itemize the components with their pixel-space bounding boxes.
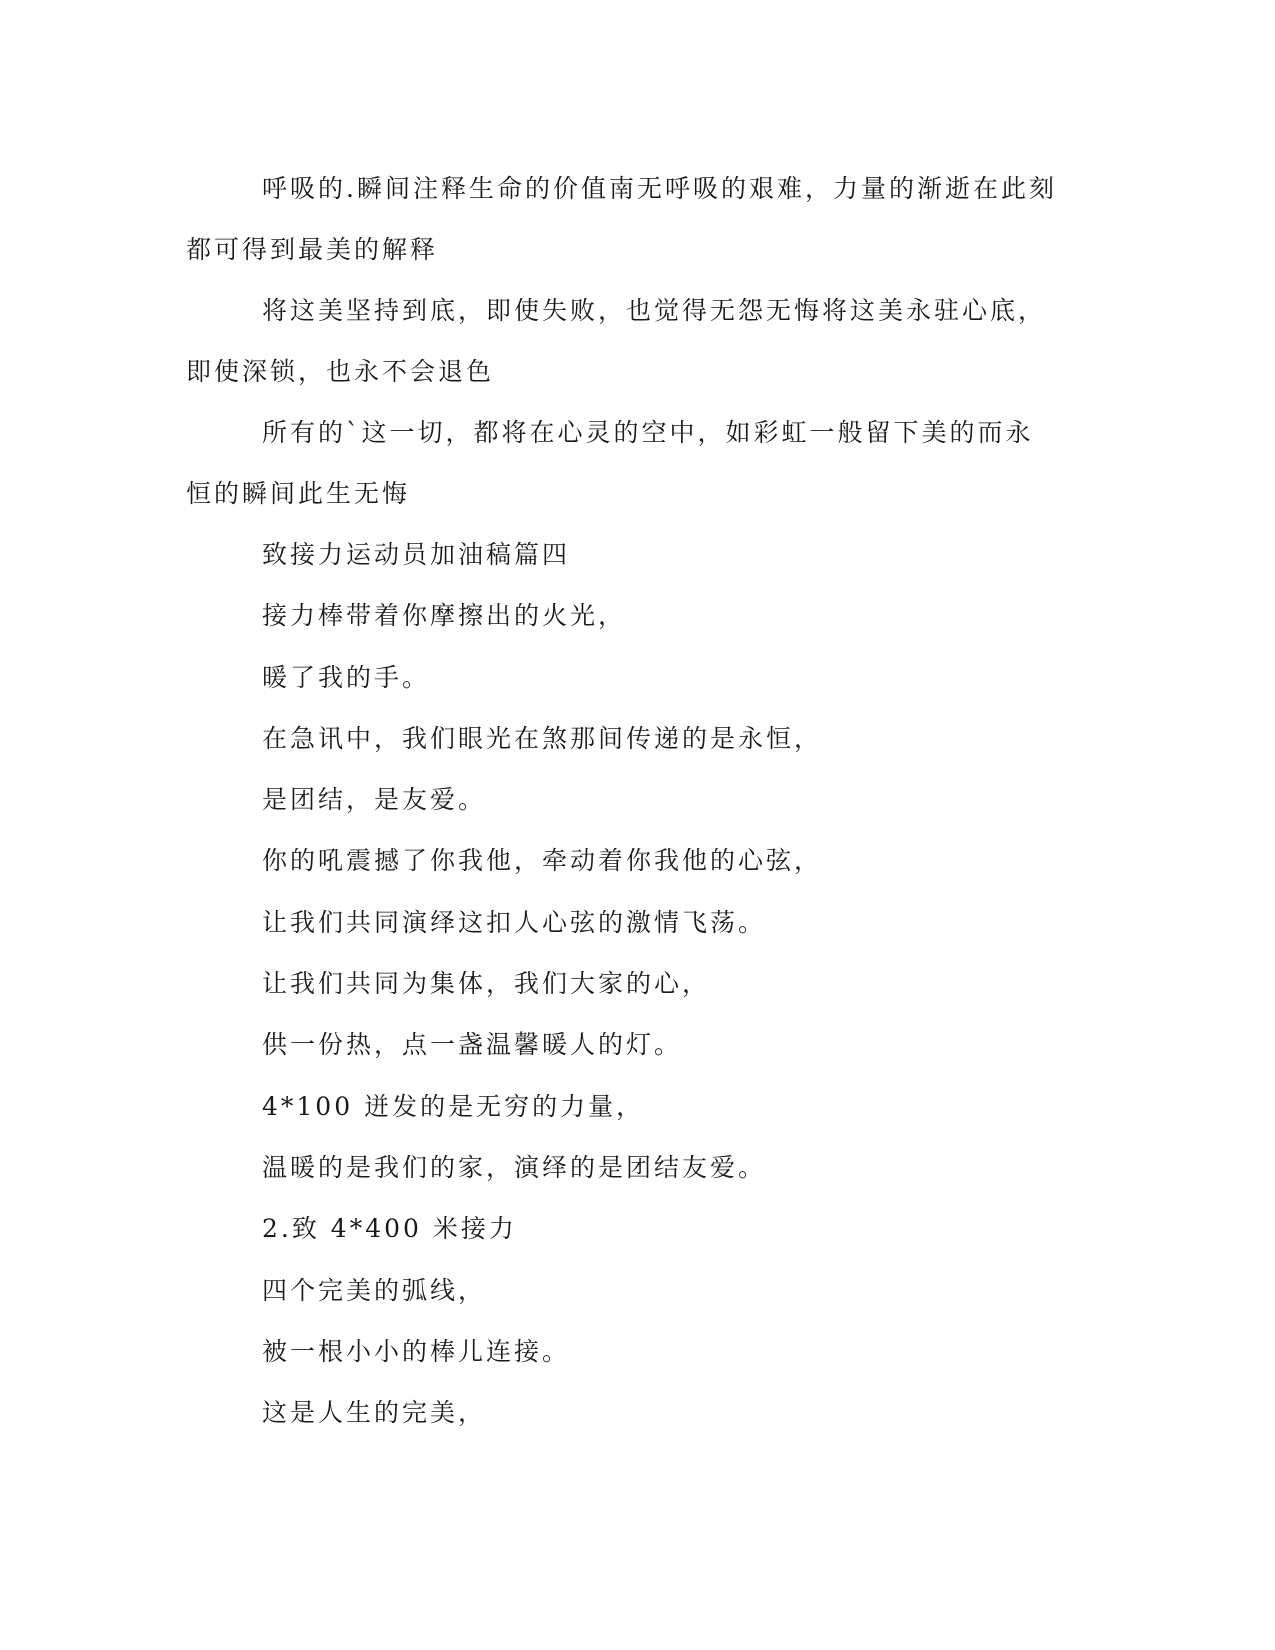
poem-line: 温暖的是我们的家，演绎的是团结友爱。: [262, 1152, 767, 1182]
paragraph-line: 呼吸的.瞬间注释生命的价值南无呼吸的艰难，力量的渐逝在此刻: [262, 174, 1057, 203]
poem-line: 供一份热，点一盏温馨暖人的灯。: [262, 1030, 683, 1060]
poem-line: 让我们共同演绎这扣人心弦的激情飞荡。: [262, 907, 767, 937]
poem-line: 暖了我的手。: [262, 662, 431, 692]
paragraph-line: 将这美坚持到底，即使失败，也觉得无怨无悔将这美永驻心底，: [262, 296, 1047, 325]
poem-line: 四个完美的弧线，: [262, 1275, 487, 1305]
paragraph-line: 恒的瞬间此生无悔: [186, 479, 411, 508]
paragraph-2: [186, 280, 1076, 402]
poem-line: 被一根小小的棒儿连接。: [262, 1336, 571, 1366]
section-heading: 致接力运动员加油稿篇四: [262, 540, 571, 569]
poem-line: 接力棒带着你摩擦出的火光，: [262, 601, 627, 631]
poem-line: 在急讯中，我们眼光在煞那间传递的是永恒，: [262, 723, 823, 753]
poem-line: 这是人生的完美，: [262, 1398, 487, 1428]
document-body: [186, 158, 1076, 1443]
poem-line: 4*100 迸发的是无穷的力量，: [262, 1091, 645, 1121]
poem-line: 让我们共同为集体，我们大家的心，: [262, 969, 711, 999]
paragraph-line: 即使深锁，也永不会退色: [186, 357, 495, 386]
paragraph-3: [186, 402, 1076, 524]
paragraph-line: 都可得到最美的解释: [186, 235, 439, 264]
paragraph-1: [186, 158, 1076, 280]
sub-heading: 2.致 4*400 米接力: [262, 1214, 517, 1244]
poem-line: 你的吼震撼了你我他，牵动着你我他的心弦，: [262, 846, 823, 876]
poem-line: 是团结，是友爱。: [262, 785, 487, 815]
paragraph-line: 所有的`这一切，都将在心灵的空中，如彩虹一般留下美的而永: [262, 418, 1034, 447]
